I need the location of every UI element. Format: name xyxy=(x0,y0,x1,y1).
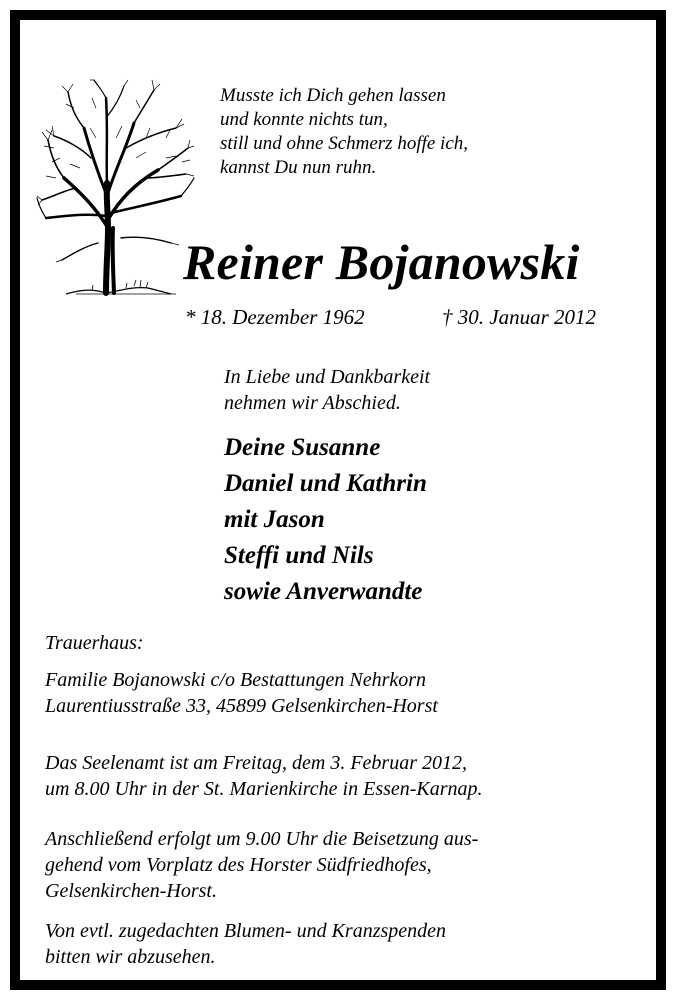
poem-line: kannst Du nun ruhn. xyxy=(220,157,377,178)
mourner-line: Deine Susanne xyxy=(224,434,381,461)
flowers-note xyxy=(45,918,446,970)
burial-line: gehend vom Vorplatz des Horster Südfriedhofes, xyxy=(45,854,432,876)
burial-info xyxy=(45,826,478,904)
poem-line: und konnte nichts tun, xyxy=(220,109,388,130)
flowers-line: bitten wir abzusehen. xyxy=(45,946,216,968)
farewell-line: In Liebe und Dankbarkeit xyxy=(224,366,431,388)
mourner-line: Daniel und Kathrin xyxy=(224,470,427,497)
poem-line: Musste ich Dich gehen lassen xyxy=(220,85,446,106)
address-line: Laurentiusstraße 33, 45899 Gelsenkirchen-Horst xyxy=(45,695,438,717)
burial-line: Anschließend erfolgt um 9.00 Uhr die Beisetzung aus- xyxy=(45,828,479,850)
mourning-house-label: Trauerhaus: xyxy=(45,632,144,654)
life-dates xyxy=(185,304,596,330)
flowers-line: Von evtl. zugedachten Blumen- und Kranzspenden xyxy=(45,920,447,942)
birth-date: * 18. Dezember 1962 xyxy=(185,305,365,329)
requiem-info xyxy=(45,750,483,802)
mourner-line: Steffi und Nils xyxy=(224,542,374,569)
poem xyxy=(220,84,468,180)
bare-tree-icon xyxy=(36,78,196,308)
farewell-line: nehmen wir Abschied. xyxy=(224,392,401,414)
poem-line: still und ohne Schmerz hoffe ich, xyxy=(220,133,469,154)
burial-line: Gelsenkirchen-Horst. xyxy=(45,880,217,902)
mourners-list xyxy=(224,430,427,610)
requiem-line: um 8.00 Uhr in der St. Marienkirche in Essen-Karnap. xyxy=(45,778,483,800)
farewell-text xyxy=(224,364,430,416)
deceased-name: Reiner Bojanowski xyxy=(183,234,580,290)
obituary-frame xyxy=(10,10,666,990)
requiem-line: Das Seelenamt ist am Freitag, dem 3. Februar 2012, xyxy=(45,752,467,774)
mourning-house-address xyxy=(45,667,438,719)
mourner-line: sowie Anverwandte xyxy=(224,578,423,605)
mourner-line: mit Jason xyxy=(224,506,325,533)
address-line: Familie Bojanowski c/o Bestattungen Nehrkorn xyxy=(45,669,427,691)
death-date: † 30. Januar 2012 xyxy=(442,305,596,329)
